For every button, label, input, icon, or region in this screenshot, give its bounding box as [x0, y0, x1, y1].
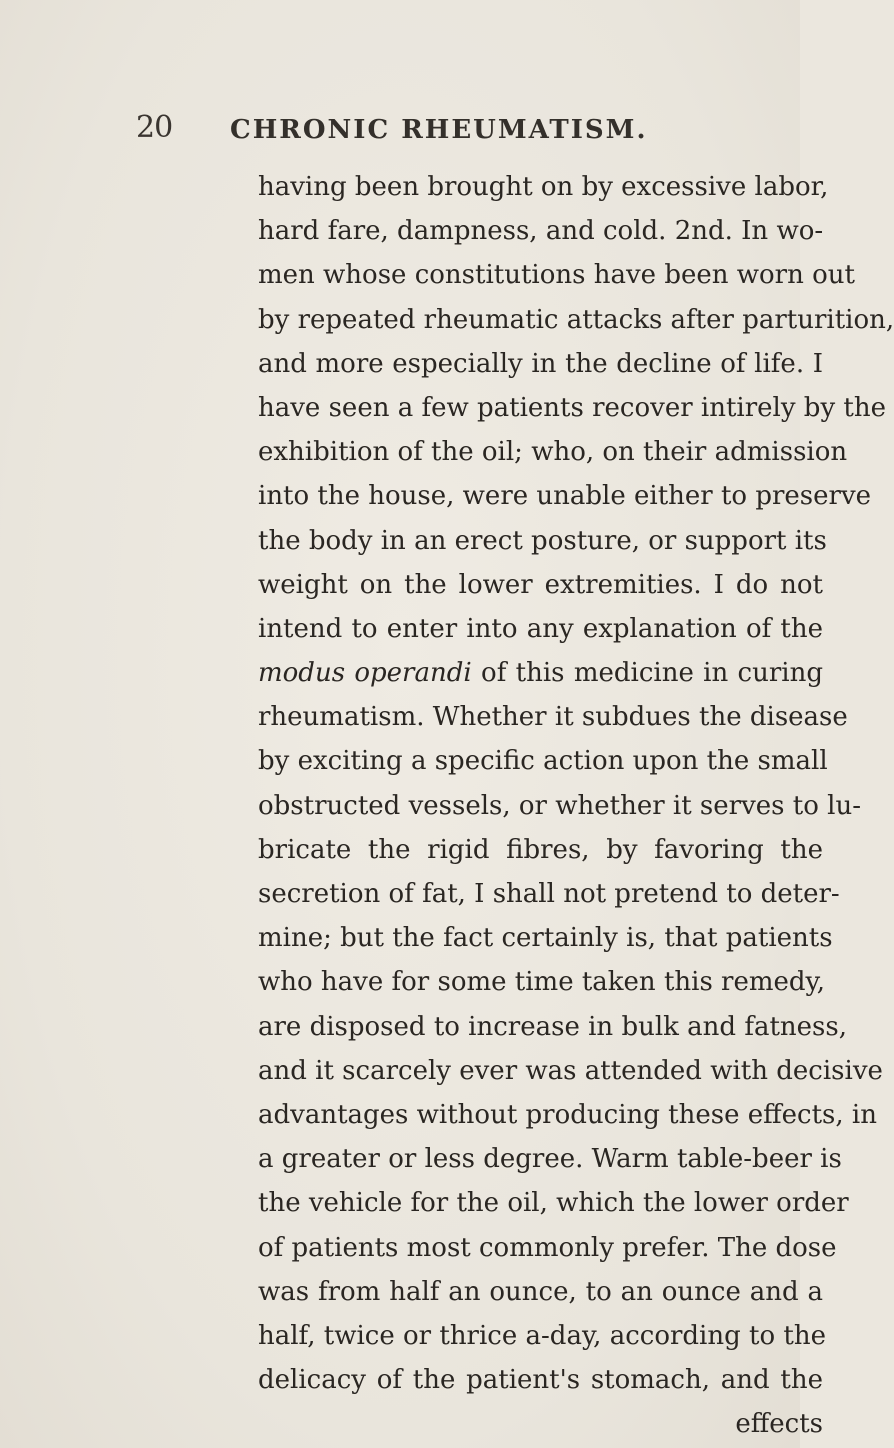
text-line: have seen a few patients recover intirely by the	[258, 392, 886, 423]
page-number: 20	[136, 110, 173, 145]
header-title: CHRONIC RHEUMATISM.	[230, 115, 648, 145]
text-line: intend to enter into any explanation of the	[258, 613, 823, 644]
text-line: weight on the lower extremities. I do not	[258, 569, 823, 600]
text-line: was from half an ounce, to an ounce and a	[258, 1276, 823, 1307]
text-line: who have for some time taken this remedy,	[258, 967, 826, 998]
text-line: bricate the rigid fibres, by favoring the	[258, 834, 823, 865]
text-line-rest: of this medicine in curing	[471, 658, 824, 689]
text-line: a greater or less degree. Warm table-beer is	[258, 1144, 842, 1175]
text-line: exhibition of the oil; who, on their admission	[258, 437, 848, 468]
text-line: secretion of fat, I shall not pretend to deter-	[258, 879, 840, 909]
text-line: half, twice or thrice a-day, according to the	[258, 1320, 826, 1351]
text-line: hard fare, dampness, and cold. 2nd. In wo-	[258, 216, 824, 247]
text-line: mine; but the fact certainly is, that patients	[258, 923, 833, 954]
latin-phrase: modus operandi	[258, 658, 472, 689]
text-line: by exciting a specific action upon the small	[258, 746, 828, 777]
text-line: the body in an erect posture, or support its	[258, 525, 827, 556]
text-line: rheumatism. Whether it subdues the disease	[258, 702, 848, 733]
text-line: and more especially in the decline of life. I	[258, 348, 823, 379]
body-text	[258, 165, 894, 1446]
text-line: and it scarcely ever was attended with decisive	[258, 1055, 883, 1086]
running-head	[0, 108, 800, 148]
text-line: men whose constitutions have been worn out	[258, 260, 855, 291]
text-line-with-latin-phrase	[258, 651, 823, 695]
text-line: obstructed vessels, or whether it serves to lu-	[258, 790, 861, 821]
text-line: by repeated rheumatic attacks after parturition,	[258, 304, 894, 335]
text-line: are disposed to increase in bulk and fatness,	[258, 1011, 847, 1042]
text-line: advantages without producing these effects, in	[258, 1099, 877, 1130]
text-line: the vehicle for the oil, which the lower order	[258, 1188, 849, 1219]
catchword: effects	[735, 1409, 823, 1440]
text-line: having been brought on by excessive labor,	[258, 172, 829, 202]
text-line: delicacy of the patient's stomach, and the	[258, 1365, 823, 1396]
text-line: of patients most commonly prefer. The dose	[258, 1232, 837, 1263]
text-line: into the house, were unable either to preserve	[258, 481, 872, 512]
